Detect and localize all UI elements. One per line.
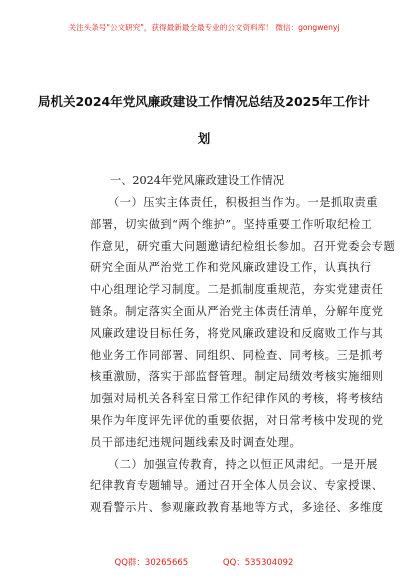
qq-number: QQ：535304092	[222, 558, 294, 568]
document-title: 局机关2024年党风廉政建设工作情况总结及2025年工作计	[37, 94, 371, 109]
body-line: （二）加强宣传教育，持之以恒正风肃纪。一是开展	[108, 457, 378, 471]
body-line: （一）压实主体责任，积极担当作为。一是抓取责重	[108, 196, 378, 209]
contact-footer	[0, 556, 408, 568]
body-line: 研究全面从严治党工作和党风廉政建设工作，认真执行	[90, 261, 372, 275]
body-line: 作意见，研究重大问题邀请纪检组长参加。召开党委会专题	[90, 239, 396, 253]
body-line: 部署，切实做到“两个维护”。坚持重要工作听取纪检工	[90, 217, 373, 231]
promo-header: 关注头条号"公文研究"，获得最新最全最专业的公文资料库！ 微信：gongwenyj	[68, 23, 340, 32]
document-title-continuation: 划	[197, 131, 211, 146]
body-line: 他业务工作同部署、同组织、同检查、同考核。三是抓考	[90, 348, 384, 362]
body-line: 链条。制定落实全面从严治党主体责任清单，分解年度党	[90, 304, 384, 318]
body-line: 员干部违纪违规问题线索及时调查处理。	[90, 435, 302, 449]
body-line: 风廉政建设目标任务，将党风廉政建设和反腐败工作与其	[90, 326, 384, 340]
body-line: 观看警示片、参观廉政教育基地等方式，多途径、多维度	[90, 501, 384, 515]
qq-group-number: QQ群：30265665	[114, 558, 189, 568]
body-line: 中心组理论学习制度。二是抓制度重规范，夯实党建责任	[90, 283, 384, 297]
body-line: 核重激励，落实于部监督管理。制定局绩效考核实施细则	[90, 370, 384, 384]
body-text	[90, 192, 396, 519]
section-heading: 一、2024年党风廉政建设工作情况	[110, 174, 284, 187]
body-line: 加强对局机关各科室日常工作纪律作风的考核，将考核结	[90, 392, 384, 406]
body-line: 果作为年度评先评优的重要依据，对日常考核中发现的党	[90, 413, 384, 427]
body-line: 纪律教育专题辅导。通过召开全体人员会议、专家授课、	[90, 479, 384, 493]
